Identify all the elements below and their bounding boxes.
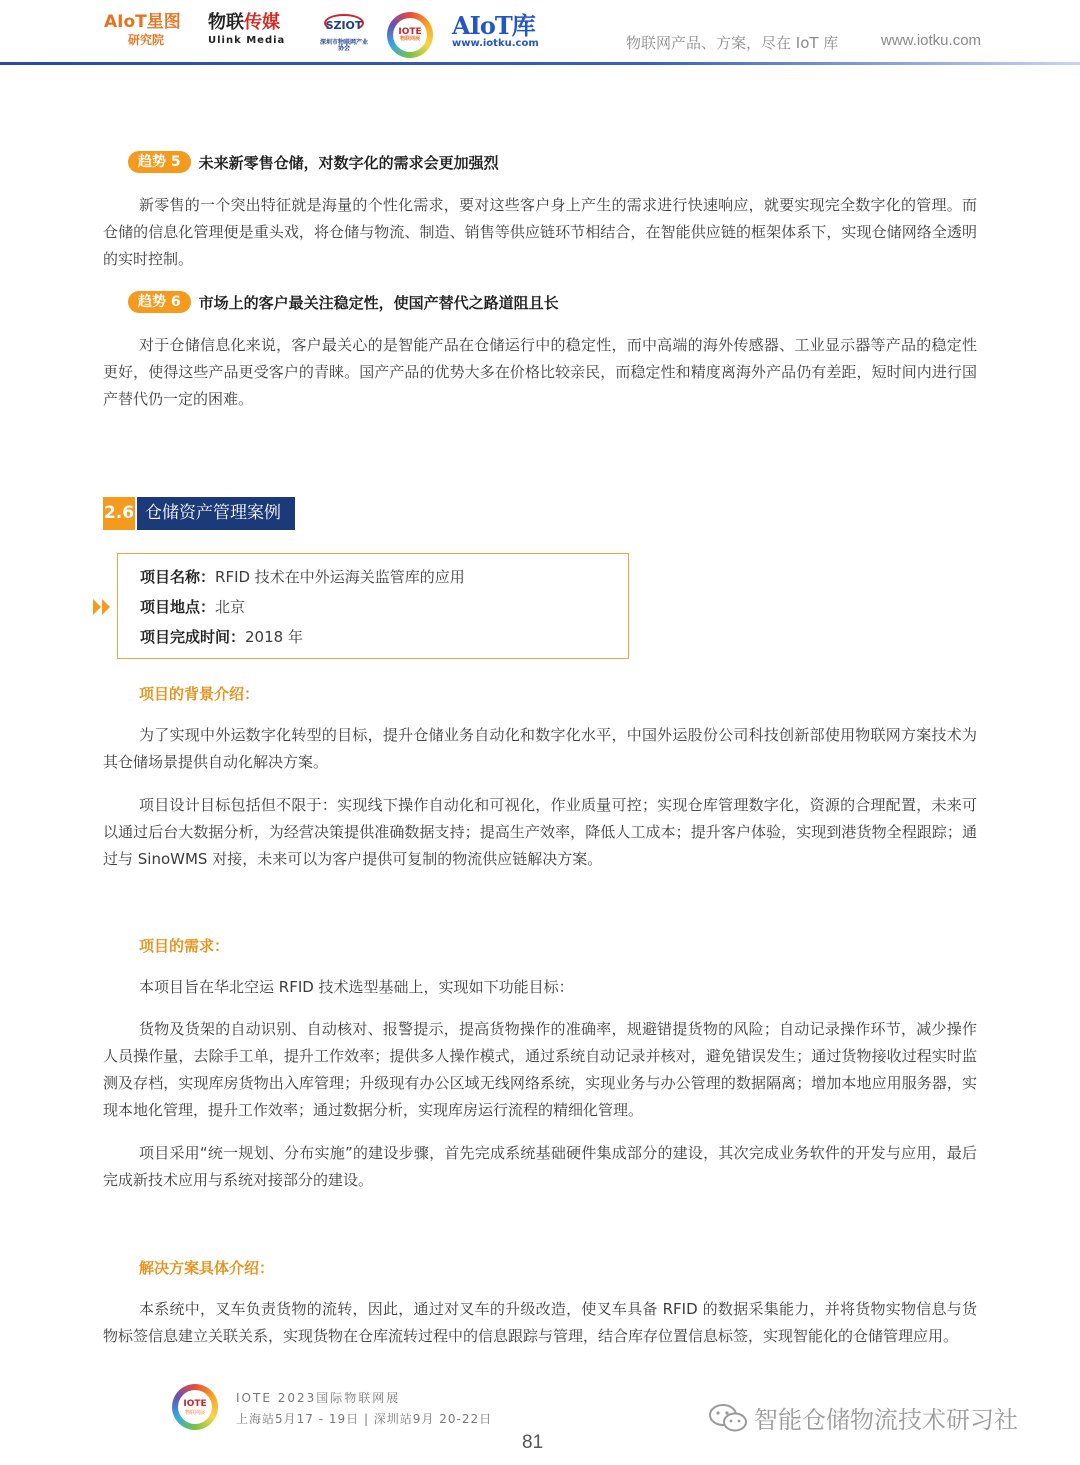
ulink-logo-red: 传媒 <box>244 12 280 33</box>
trend-5-heading <box>128 150 499 174</box>
footer-expo-title: IOTE 2023国际物联网展 <box>236 1391 401 1405</box>
section-number: 2.6 <box>103 497 135 530</box>
project-location-label: 项目地点： <box>140 598 216 616</box>
page-header <box>0 0 1080 66</box>
background-paragraph-1: 为了实现中外运数字化转型的目标，提升仓储业务自动化和数字化水平，中国外运股份公司科技创新部使用物联网方案技术为其仓储场景提供自动化解决方案。 <box>103 726 977 771</box>
requirements-heading: 项目的需求： <box>139 937 230 955</box>
trend-badge: 趋势 6 <box>128 291 191 313</box>
project-location-value: 北京 <box>215 598 246 616</box>
aiot-ku-logo: AIoT库 www.iotku.com <box>452 11 539 49</box>
aiot-research-logo: AIoT星图 研究院 <box>104 12 181 47</box>
trend-6-heading <box>128 290 559 314</box>
solution-paragraph-1: 本系统中，叉车负责货物的流转，因此，通过对叉车的升级改造，使叉车具备 RFID 的数据采集能力，并将货物实物信息与货物标签信息建立关联关系，实现货物在仓库流转过程中的信息跟踪与管理，结合库存位置信息标签，实现智能化的仓储管理应用。 <box>103 1300 977 1345</box>
section-title: 仓储资产管理案例 <box>137 497 295 530</box>
watermark-text: 智能仓储物流技术研习社 <box>754 1406 1018 1434</box>
project-location-row <box>140 596 245 617</box>
iote-footer-logo: IOTE 物联网展 <box>172 1384 218 1430</box>
iote-logo: IOTE 物联网展 <box>387 12 433 58</box>
ulink-logo-black: 物联 <box>208 12 244 33</box>
sziot-logo: SZIOT 深圳市物联网产业协会 <box>318 14 370 52</box>
trend-title: 市场上的客户最关注稳定性，使国产替代之路道阻且长 <box>198 293 559 312</box>
double-arrow-icon <box>93 597 113 617</box>
project-name-row <box>140 566 465 587</box>
project-name-label: 项目名称： <box>140 568 216 586</box>
project-time-label: 项目完成时间： <box>140 628 246 646</box>
trend-badge: 趋势 5 <box>128 151 191 173</box>
header-slogan: 物联网产品、方案，尽在 IoT 库 <box>626 34 839 52</box>
trend-5-paragraph: 新零售的一个突出特征就是海量的个性化需求，要对这些客户身上产生的需求进行快速响应，就要实现完全数字化的管理。而仓储的信息化管理便是重头戏，将仓储与物流、制造、销售等供应链环节相结合，在智能供应链的框架体系下，实现仓储网络全透明的实时控制。 <box>103 196 977 268</box>
requirements-paragraph-1: 本项目旨在华北空运 RFID 技术选型基础上，实现如下功能目标： <box>139 978 574 996</box>
ulink-media-logo: 物联传媒 Ulink Media <box>208 12 286 46</box>
requirements-paragraph-3: 项目采用“统一规划、分布实施”的建设步骤，首先完成系统基础硬件集成部分的建设，其次完成业务软件的开发与应用，最后完成新技术应用与系统对接部分的建设。 <box>103 1144 977 1189</box>
project-time-value: 2018 年 <box>245 628 303 646</box>
section-heading <box>103 497 295 530</box>
header-divider <box>0 62 1080 65</box>
background-heading: 项目的背景介绍： <box>139 685 260 703</box>
trend-6-paragraph: 对于仓储信息化来说，客户最关心的是智能产品在仓储运行中的稳定性，而中高端的海外传感器、工业显示器等产品的稳定性更好，使得这些产品更受客户的青睐。国产产品的优势大多在价格比较亲民，而稳定性和精度离海外产品仍有差距，短时间内进行国产替代仍一定的困难。 <box>103 336 977 408</box>
project-time-row <box>140 626 303 647</box>
requirements-paragraph-2: 货物及货架的自动识别、自动核对、报警提示，提高货物操作的准确率，规避错提货物的风险；自动记录操作环节，减少操作人员操作量，去除手工单，提升工作效率；提供多人操作模式，通过系统自动记录并核对，避免错误发生；通过货物接收过程实时监测及存档，实现库房货物出入库管理；升级现有办公区域无线网络系统，实现业务与办公管理的数据隔离；增加本地应用服务器，实现本地化管理，提升工作效率；通过数据分析，实现库房运行流程的精细化管理。 <box>103 1020 977 1119</box>
wechat-watermark <box>708 1400 1018 1435</box>
project-name-value: RFID 技术在中外运海关监管库的应用 <box>215 568 465 586</box>
trend-title: 未来新零售仓储，对数字化的需求会更加强烈 <box>198 153 499 172</box>
solution-heading: 解决方案具体介绍： <box>139 1259 275 1277</box>
header-url: www.iotku.com <box>881 32 982 49</box>
page-number: 81 <box>522 1432 544 1453</box>
project-info-box <box>117 553 629 659</box>
background-paragraph-2: 项目设计目标包括但不限于：实现线下操作自动化和可视化，作业质量可控；实现仓库管理数字化，资源的合理配置，未来可以通过后台大数据分析，为经营决策提供准确数据支持；提高生产效率，降低人工成本；提升客户体验，实现到港货物全程跟踪；通过与 SinoWMS 对接，未来可以为客户提供可复制的物流供应链解决方案。 <box>103 796 977 868</box>
wechat-icon <box>708 1402 748 1434</box>
footer-expo-dates: 上海站5月17 - 19日 | 深圳站9月 20-22日 <box>236 1412 493 1426</box>
